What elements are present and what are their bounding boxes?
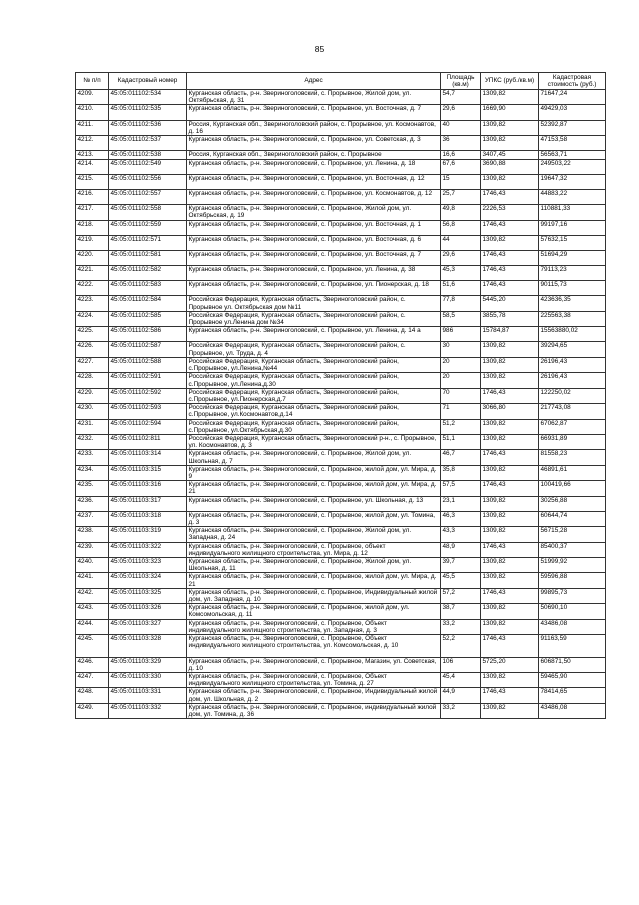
table-row xyxy=(76,311,606,326)
cadastral-cost-cell: 81558,23 xyxy=(539,450,606,465)
table-row xyxy=(76,136,606,151)
cadastral-number-cell: 45:05:011102:559 xyxy=(109,220,187,235)
address-cell: Курганская область, р-н. Звериноголовский, с. Прорывное, жилой дом, ул. Комсомольская, д. 11 xyxy=(187,604,441,619)
cadastral-number-cell: 45:05:011103:330 xyxy=(109,672,187,687)
area-cell: 67,6 xyxy=(441,159,481,174)
table-row xyxy=(76,465,606,480)
table-row xyxy=(76,373,606,388)
upks-cell: 1309,82 xyxy=(481,557,539,572)
cadastral-number-cell: 45:05:011103:322 xyxy=(109,542,187,557)
row-number-cell: 4239. xyxy=(76,542,109,557)
area-cell: 45,5 xyxy=(441,573,481,588)
area-cell: 44,9 xyxy=(441,688,481,703)
cadastral-cost-cell: 91163,59 xyxy=(539,634,606,657)
table-row xyxy=(76,511,606,526)
cadastral-number-cell: 45:05:011103:327 xyxy=(109,619,187,634)
upks-cell: 1309,82 xyxy=(481,357,539,372)
cadastral-number-cell: 45:05:011102:593 xyxy=(109,404,187,419)
cadastral-cost-cell: 51999,92 xyxy=(539,557,606,572)
upks-cell: 1309,82 xyxy=(481,672,539,687)
area-cell: 20 xyxy=(441,357,481,372)
table-body xyxy=(76,90,606,719)
upks-cell: 1309,82 xyxy=(481,120,539,135)
table-row xyxy=(76,266,606,281)
row-number-cell: 4244. xyxy=(76,619,109,634)
table-row xyxy=(76,205,606,220)
row-number-cell: 4220. xyxy=(76,250,109,265)
cadastral-number-cell: 45:05:011103:317 xyxy=(109,496,187,511)
table-row xyxy=(76,634,606,657)
address-cell: Курганская область, р-н. Звериноголовский, с. Прорывное, Жилой дом, ул. Школьная, д. 7 xyxy=(187,450,441,465)
area-cell: 56,8 xyxy=(441,220,481,235)
cadastral-cost-cell: 217743,08 xyxy=(539,404,606,419)
cadastral-number-cell: 45:05:011102:585 xyxy=(109,311,187,326)
area-cell: 29,6 xyxy=(441,105,481,120)
table-row xyxy=(76,496,606,511)
address-cell: Курганская область, р-н. Звериноголовский, с. Прорывное, ул. Космонавтов, д. 12 xyxy=(187,189,441,204)
area-cell: 25,7 xyxy=(441,189,481,204)
table-row xyxy=(76,151,606,159)
address-cell: Курганская область, р-н. Звериноголовский, с. Прорывное, Жилой дом, ул. Октябрьская, д. 31 xyxy=(187,90,441,105)
upks-cell: 1309,82 xyxy=(481,496,539,511)
cadastral-number-cell: 45:05:011103:331 xyxy=(109,688,187,703)
table-row xyxy=(76,703,606,718)
cadastral-number-cell: 45:05:011102:536 xyxy=(109,120,187,135)
table-row xyxy=(76,573,606,588)
upks-cell: 5445,20 xyxy=(481,296,539,311)
address-cell: Российская Федерация, Курганская область, Звериноголовский район, с.Прорывное, ул.Пионерская,д.7 xyxy=(187,388,441,403)
upks-cell: 1309,82 xyxy=(481,90,539,105)
row-number-cell: 4225. xyxy=(76,327,109,342)
area-cell: 70 xyxy=(441,388,481,403)
address-cell: Российская Федерация, Курганская область, Звериноголовский район, с.Прорывное, ул.Ленина,д.30 xyxy=(187,373,441,388)
address-cell: Курганская область, р-н. Звериноголовский, с. Прорывное, жилой дом, ул. Томина, д. 3 xyxy=(187,511,441,526)
row-number-cell: 4241. xyxy=(76,573,109,588)
table-row xyxy=(76,434,606,449)
area-cell: 29,6 xyxy=(441,250,481,265)
table-row xyxy=(76,235,606,250)
cadastral-cost-cell: 71647,24 xyxy=(539,90,606,105)
cadastral-cost-cell: 85400,37 xyxy=(539,542,606,557)
cadastral-cost-cell: 249503,22 xyxy=(539,159,606,174)
row-number-cell: 4238. xyxy=(76,527,109,542)
address-cell: Российская Федерация, Курганская область, Звериноголовский район, с. Прорывное ул. Октябрьская дом №11 xyxy=(187,296,441,311)
row-number-cell: 4229. xyxy=(76,388,109,403)
row-number-cell: 4210. xyxy=(76,105,109,120)
cadastral-number-cell: 45:05:011103:329 xyxy=(109,657,187,672)
row-number-cell: 4222. xyxy=(76,281,109,296)
cadastral-number-cell: 45:05:011102:582 xyxy=(109,266,187,281)
table-row xyxy=(76,105,606,120)
upks-cell: 1746,43 xyxy=(481,688,539,703)
cadastral-number-cell: 45:05:011102:583 xyxy=(109,281,187,296)
address-cell: Курганская область, р-н. Звериноголовский, с. Прорывное, жилой дом, ул. Мира, д. 21 xyxy=(187,481,441,496)
cadastral-cost-cell: 79113,23 xyxy=(539,266,606,281)
area-cell: 44 xyxy=(441,235,481,250)
table-row xyxy=(76,404,606,419)
cadastral-cost-cell: 44883,22 xyxy=(539,189,606,204)
upks-cell: 1746,43 xyxy=(481,542,539,557)
row-number-cell: 4217. xyxy=(76,205,109,220)
upks-cell: 1746,43 xyxy=(481,634,539,657)
cadastral-cost-cell: 52392,87 xyxy=(539,120,606,135)
area-cell: 38,7 xyxy=(441,604,481,619)
address-cell: Курганская область, р-н. Звериноголовский, с. Прорывное, Объект индивидуального жилищного строительства, ул. Томина, д. 27 xyxy=(187,672,441,687)
row-number-cell: 4226. xyxy=(76,342,109,357)
upks-cell: 1669,90 xyxy=(481,105,539,120)
table-row xyxy=(76,542,606,557)
cadastral-number-cell: 45:05:011103:325 xyxy=(109,588,187,603)
upks-cell: 3066,80 xyxy=(481,404,539,419)
row-number-cell: 4231. xyxy=(76,419,109,434)
address-cell: Курганская область, р-н. Звериноголовский, с. Прорывное, ул. Восточная, д. 7 xyxy=(187,105,441,120)
row-number-cell: 4234. xyxy=(76,465,109,480)
table-row xyxy=(76,619,606,634)
table-row xyxy=(76,90,606,105)
cadastral-cost-cell: 225563,38 xyxy=(539,311,606,326)
address-cell: Курганская область, р-н. Звериноголовский, с. Прорывное, Жилой дом, ул. Октябрьская, д. 19 xyxy=(187,205,441,220)
header-cadastral-number: Кадастровый номер xyxy=(109,73,187,90)
table-row xyxy=(76,220,606,235)
cadastral-number-cell: 45:05:011102:584 xyxy=(109,296,187,311)
row-number-cell: 4219. xyxy=(76,235,109,250)
row-number-cell: 4209. xyxy=(76,90,109,105)
cadastral-number-cell: 45:05:011102:538 xyxy=(109,151,187,159)
table-row xyxy=(76,388,606,403)
cadastral-number-cell: 45:05:011102:592 xyxy=(109,388,187,403)
cadastral-value-table xyxy=(75,72,606,719)
cadastral-cost-cell: 56563,71 xyxy=(539,151,606,159)
table-row xyxy=(76,327,606,342)
header-area: Площадь (кв.м) xyxy=(441,73,481,90)
row-number-cell: 4221. xyxy=(76,266,109,281)
area-cell: 52,2 xyxy=(441,634,481,657)
table-row xyxy=(76,342,606,357)
row-number-cell: 4242. xyxy=(76,588,109,603)
area-cell: 45,4 xyxy=(441,672,481,687)
upks-cell: 3407,45 xyxy=(481,151,539,159)
upks-cell: 15784,87 xyxy=(481,327,539,342)
upks-cell: 3855,78 xyxy=(481,311,539,326)
cadastral-cost-cell: 43486,08 xyxy=(539,703,606,718)
row-number-cell: 4232. xyxy=(76,434,109,449)
area-cell: 36 xyxy=(441,136,481,151)
address-cell: Курганская область, р-н. Звериноголовский, с. Прорывное, жилой дом, ул. Мира, д. 21 xyxy=(187,573,441,588)
row-number-cell: 4240. xyxy=(76,557,109,572)
area-cell: 43,3 xyxy=(441,527,481,542)
cadastral-cost-cell: 26196,43 xyxy=(539,357,606,372)
address-cell: Курганская область, р-н. Звериноголовский, с. Прорывное, ул. Восточная, д. 6 xyxy=(187,235,441,250)
address-cell: Курганская область, р-н. Звериноголовский, с. Прорывное, Магазин, ул. Советская, д. 10 xyxy=(187,657,441,672)
cadastral-number-cell: 45:05:011102:571 xyxy=(109,235,187,250)
address-cell: Курганская область, р-н. Звериноголовский, с. Прорывное, Жилой дом, ул. Западная, д. 24 xyxy=(187,527,441,542)
table-row xyxy=(76,281,606,296)
upks-cell: 1746,43 xyxy=(481,588,539,603)
upks-cell: 1746,43 xyxy=(481,450,539,465)
upks-cell: 2226,53 xyxy=(481,205,539,220)
table-row xyxy=(76,527,606,542)
table-row xyxy=(76,419,606,434)
upks-cell: 1309,82 xyxy=(481,434,539,449)
address-cell: Российская Федерация, Курганская область, Звериноголовский р-н., с. Прорывное, ул. Космонавтов, д. 3 xyxy=(187,434,441,449)
upks-cell: 1309,82 xyxy=(481,527,539,542)
table-row xyxy=(76,588,606,603)
cadastral-number-cell: 45:05:011102:556 xyxy=(109,174,187,189)
row-number-cell: 4243. xyxy=(76,604,109,619)
cadastral-cost-cell: 100419,66 xyxy=(539,481,606,496)
area-cell: 986 xyxy=(441,327,481,342)
area-cell: 16,6 xyxy=(441,151,481,159)
address-cell: Курганская область, р-н. Звериноголовский, с. Прорывное, Объект индивидуального жилищного строительства, ул. Комсомольская, д. 10 xyxy=(187,634,441,657)
address-cell: Российская Федерация, Курганская область, Звериноголовский район, с.Прорывное, ул.Ленина,№44 xyxy=(187,357,441,372)
address-cell: Курганская область, р-н. Звериноголовский, с. Прорывное, ул. Ленина, д. 14 а xyxy=(187,327,441,342)
cadastral-number-cell: 45:05:011102:591 xyxy=(109,373,187,388)
area-cell: 39,7 xyxy=(441,557,481,572)
cadastral-cost-cell: 122250,02 xyxy=(539,388,606,403)
cadastral-cost-cell: 60644,74 xyxy=(539,511,606,526)
row-number-cell: 4228. xyxy=(76,373,109,388)
area-cell: 57,2 xyxy=(441,588,481,603)
cadastral-cost-cell: 59596,88 xyxy=(539,573,606,588)
cadastral-cost-cell: 43486,08 xyxy=(539,619,606,634)
cadastral-cost-cell: 78414,65 xyxy=(539,688,606,703)
upks-cell: 1746,43 xyxy=(481,388,539,403)
cadastral-cost-cell: 57632,15 xyxy=(539,235,606,250)
upks-cell: 1746,43 xyxy=(481,189,539,204)
upks-cell: 1309,82 xyxy=(481,619,539,634)
cadastral-number-cell: 45:05:011102:534 xyxy=(109,90,187,105)
cadastral-cost-cell: 26196,43 xyxy=(539,373,606,388)
address-cell: Курганская область, р-н. Звериноголовский, с. Прорывное, ул. Школьная, д. 13 xyxy=(187,496,441,511)
header-cadastral-cost: Кадастровая стоимость (руб.) xyxy=(539,73,606,90)
cadastral-number-cell: 45:05:011103:324 xyxy=(109,573,187,588)
row-number-cell: 4233. xyxy=(76,450,109,465)
cadastral-number-cell: 45:05:011103:326 xyxy=(109,604,187,619)
cadastral-number-cell: 45:05:011102:586 xyxy=(109,327,187,342)
cadastral-cost-cell: 15563880,02 xyxy=(539,327,606,342)
cadastral-cost-cell: 110881,33 xyxy=(539,205,606,220)
upks-cell: 1746,43 xyxy=(481,250,539,265)
table-row xyxy=(76,174,606,189)
cadastral-number-cell: 45:05:011103:319 xyxy=(109,527,187,542)
row-number-cell: 4236. xyxy=(76,496,109,511)
area-cell: 35,8 xyxy=(441,465,481,480)
address-cell: Курганская область, р-н. Звериноголовский, с. Прорывное, объект индивидуального жилищного строительства, ул. Мира, д. 12 xyxy=(187,542,441,557)
address-cell: Курганская область, р-н. Звериноголовский, с. Прорывное, ул. Восточная, д. 1 xyxy=(187,220,441,235)
area-cell: 48,9 xyxy=(441,542,481,557)
address-cell: Курганская область, р-н. Звериноголовский, с. Прорывное, ул. Восточная, д. 7 xyxy=(187,250,441,265)
row-number-cell: 4245. xyxy=(76,634,109,657)
row-number-cell: 4237. xyxy=(76,511,109,526)
address-cell: Курганская область, р-н. Звериноголовский, с. Прорывное, ул. Ленина, д. 18 xyxy=(187,159,441,174)
cadastral-cost-cell: 49429,03 xyxy=(539,105,606,120)
address-cell: Россия, Курганская обл., Звериноголовский район, с. Прорывное xyxy=(187,151,441,159)
address-cell: Курганская область, р-н. Звериноголовский, с. Прорывное, жилой дом, ул. Мира, д. 9 xyxy=(187,465,441,480)
area-cell: 46,7 xyxy=(441,450,481,465)
area-cell: 30 xyxy=(441,342,481,357)
upks-cell: 1309,82 xyxy=(481,511,539,526)
cadastral-cost-cell: 99895,73 xyxy=(539,588,606,603)
row-number-cell: 4230. xyxy=(76,404,109,419)
cadastral-number-cell: 45:05:011102:535 xyxy=(109,105,187,120)
address-cell: Российская Федерация, Курганская область, Звериноголовский район, с.Прорывное, ул.Космонавтов,д.14 xyxy=(187,404,441,419)
page-number: 85 xyxy=(314,44,325,54)
cadastral-number-cell: 45:05:011103:316 xyxy=(109,481,187,496)
upks-cell: 1746,43 xyxy=(481,281,539,296)
area-cell: 20 xyxy=(441,373,481,388)
cadastral-cost-cell: 90115,73 xyxy=(539,281,606,296)
address-cell: Россия, Курганская обл., Звериноголовский район, с. Прорывное, ул. Космонавтов, д. 16 xyxy=(187,120,441,135)
cadastral-cost-cell: 606871,50 xyxy=(539,657,606,672)
cadastral-number-cell: 45:05:011102:549 xyxy=(109,159,187,174)
cadastral-number-cell: 45:05:011103:323 xyxy=(109,557,187,572)
row-number-cell: 4218. xyxy=(76,220,109,235)
area-cell: 51,1 xyxy=(441,434,481,449)
address-cell: Российская Федерация, Курганская область, Звериноголовский район, с. Прорывное, ул. Труда, д. 4 xyxy=(187,342,441,357)
upks-cell: 1309,82 xyxy=(481,573,539,588)
upks-cell: 1746,43 xyxy=(481,266,539,281)
table-row xyxy=(76,657,606,672)
row-number-cell: 4247. xyxy=(76,672,109,687)
cadastral-cost-cell: 51694,29 xyxy=(539,250,606,265)
cadastral-number-cell: 45:05:011103:332 xyxy=(109,703,187,718)
row-number-cell: 4216. xyxy=(76,189,109,204)
cadastral-cost-cell: 66931,89 xyxy=(539,434,606,449)
cadastral-number-cell: 45:05:011102:537 xyxy=(109,136,187,151)
row-number-cell: 4227. xyxy=(76,357,109,372)
table-row xyxy=(76,604,606,619)
cadastral-cost-cell: 423636,35 xyxy=(539,296,606,311)
area-cell: 51,6 xyxy=(441,281,481,296)
row-number-cell: 4246. xyxy=(76,657,109,672)
header-upks: УПКС (руб./кв.м) xyxy=(481,73,539,90)
upks-cell: 1309,82 xyxy=(481,235,539,250)
table-row xyxy=(76,450,606,465)
cadastral-number-cell: 45:05:011102:811 xyxy=(109,434,187,449)
table-row xyxy=(76,357,606,372)
cadastral-cost-cell: 30256,88 xyxy=(539,496,606,511)
area-cell: 106 xyxy=(441,657,481,672)
area-cell: 40 xyxy=(441,120,481,135)
cadastral-number-cell: 45:05:011103:328 xyxy=(109,634,187,657)
cadastral-cost-cell: 67062,87 xyxy=(539,419,606,434)
table-row xyxy=(76,159,606,174)
address-cell: Курганская область, р-н. Звериноголовский, с. Прорывное, Объект индивидуального жилищного строительства, ул. Западная, д. 3 xyxy=(187,619,441,634)
address-cell: Курганская область, р-н. Звериноголовский, с. Прорывное, индивидуальный жилой дом, ул. Томина, д. 36 xyxy=(187,703,441,718)
area-cell: 15 xyxy=(441,174,481,189)
area-cell: 77,8 xyxy=(441,296,481,311)
row-number-cell: 4215. xyxy=(76,174,109,189)
row-number-cell: 4249. xyxy=(76,703,109,718)
address-cell: Российская Федерация, Курганская область, Звериноголовский район, с. Прорывное ул.Ленина дом №34 xyxy=(187,311,441,326)
table-row xyxy=(76,688,606,703)
cadastral-number-cell: 45:05:011103:314 xyxy=(109,450,187,465)
upks-cell: 1309,82 xyxy=(481,703,539,718)
address-cell: Курганская область, р-н. Звериноголовский, с. Прорывное, ул. Пионерская, д. 18 xyxy=(187,281,441,296)
cadastral-number-cell: 45:05:011102:594 xyxy=(109,419,187,434)
table-row xyxy=(76,189,606,204)
area-cell: 51,2 xyxy=(441,419,481,434)
cadastral-number-cell: 45:05:011102:581 xyxy=(109,250,187,265)
upks-cell: 1309,82 xyxy=(481,174,539,189)
cadastral-number-cell: 45:05:011102:588 xyxy=(109,357,187,372)
table-row xyxy=(76,557,606,572)
row-number-cell: 4211. xyxy=(76,120,109,135)
address-cell: Курганская область, р-н. Звериноголовский, с. Прорывное, ул. Восточная, д. 12 xyxy=(187,174,441,189)
row-number-cell: 4214. xyxy=(76,159,109,174)
upks-cell: 1309,82 xyxy=(481,342,539,357)
upks-cell: 1309,82 xyxy=(481,136,539,151)
area-cell: 33,2 xyxy=(441,619,481,634)
table-row xyxy=(76,296,606,311)
area-cell: 23,1 xyxy=(441,496,481,511)
cadastral-cost-cell: 59465,90 xyxy=(539,672,606,687)
cadastral-number-cell: 45:05:011102:587 xyxy=(109,342,187,357)
row-number-cell: 4213. xyxy=(76,151,109,159)
header-address: Адрес xyxy=(187,73,441,90)
area-cell: 57,5 xyxy=(441,481,481,496)
area-cell: 58,5 xyxy=(441,311,481,326)
upks-cell: 1309,82 xyxy=(481,465,539,480)
area-cell: 45,3 xyxy=(441,266,481,281)
upks-cell: 1746,43 xyxy=(481,481,539,496)
cadastral-cost-cell: 19647,32 xyxy=(539,174,606,189)
address-cell: Российская Федерация, Курганская область, Звериноголовский район, с.Прорывное, ул.Октябрьская,д.30 xyxy=(187,419,441,434)
area-cell: 33,2 xyxy=(441,703,481,718)
upks-cell: 3690,88 xyxy=(481,159,539,174)
area-cell: 49,8 xyxy=(441,205,481,220)
cadastral-cost-cell: 50690,10 xyxy=(539,604,606,619)
upks-cell: 1309,82 xyxy=(481,373,539,388)
table-row xyxy=(76,250,606,265)
area-cell: 54,7 xyxy=(441,90,481,105)
cadastral-cost-cell: 99197,16 xyxy=(539,220,606,235)
upks-cell: 5725,20 xyxy=(481,657,539,672)
table-header-row xyxy=(76,73,606,90)
cadastral-cost-cell: 56715,28 xyxy=(539,527,606,542)
cadastral-number-cell: 45:05:011102:557 xyxy=(109,189,187,204)
table-row xyxy=(76,481,606,496)
row-number-cell: 4248. xyxy=(76,688,109,703)
address-cell: Курганская область, р-н. Звериноголовский, с. Прорывное, Жилой дом, ул. Школьная, д. 11 xyxy=(187,557,441,572)
area-cell: 71 xyxy=(441,404,481,419)
row-number-cell: 4223. xyxy=(76,296,109,311)
address-cell: Курганская область, р-н. Звериноголовский, с. Прорывное, ул. Советская, д. 3 xyxy=(187,136,441,151)
row-number-cell: 4224. xyxy=(76,311,109,326)
row-number-cell: 4235. xyxy=(76,481,109,496)
cadastral-cost-cell: 39294,65 xyxy=(539,342,606,357)
area-cell: 46,3 xyxy=(441,511,481,526)
address-cell: Курганская область, р-н. Звериноголовский, с. Прорывное, Индивидуальный жилой дом, ул. Западная, д. 10 xyxy=(187,588,441,603)
cadastral-number-cell: 45:05:011102:558 xyxy=(109,205,187,220)
table-row xyxy=(76,120,606,135)
upks-cell: 1309,82 xyxy=(481,604,539,619)
upks-cell: 1746,43 xyxy=(481,220,539,235)
address-cell: Курганская область, р-н. Звериноголовский, с. Прорывное, Индивидуальный жилой дом, ул. Школьная, д. 2 xyxy=(187,688,441,703)
cadastral-number-cell: 45:05:011103:318 xyxy=(109,511,187,526)
row-number-cell: 4212. xyxy=(76,136,109,151)
cadastral-cost-cell: 46891,61 xyxy=(539,465,606,480)
cadastral-cost-cell: 47153,58 xyxy=(539,136,606,151)
address-cell: Курганская область, р-н. Звериноголовский, с. Прорывное, ул. Ленина, д. 38 xyxy=(187,266,441,281)
table-row xyxy=(76,672,606,687)
upks-cell: 1309,82 xyxy=(481,419,539,434)
cadastral-number-cell: 45:05:011103:315 xyxy=(109,465,187,480)
header-number: № п/п xyxy=(76,73,109,90)
